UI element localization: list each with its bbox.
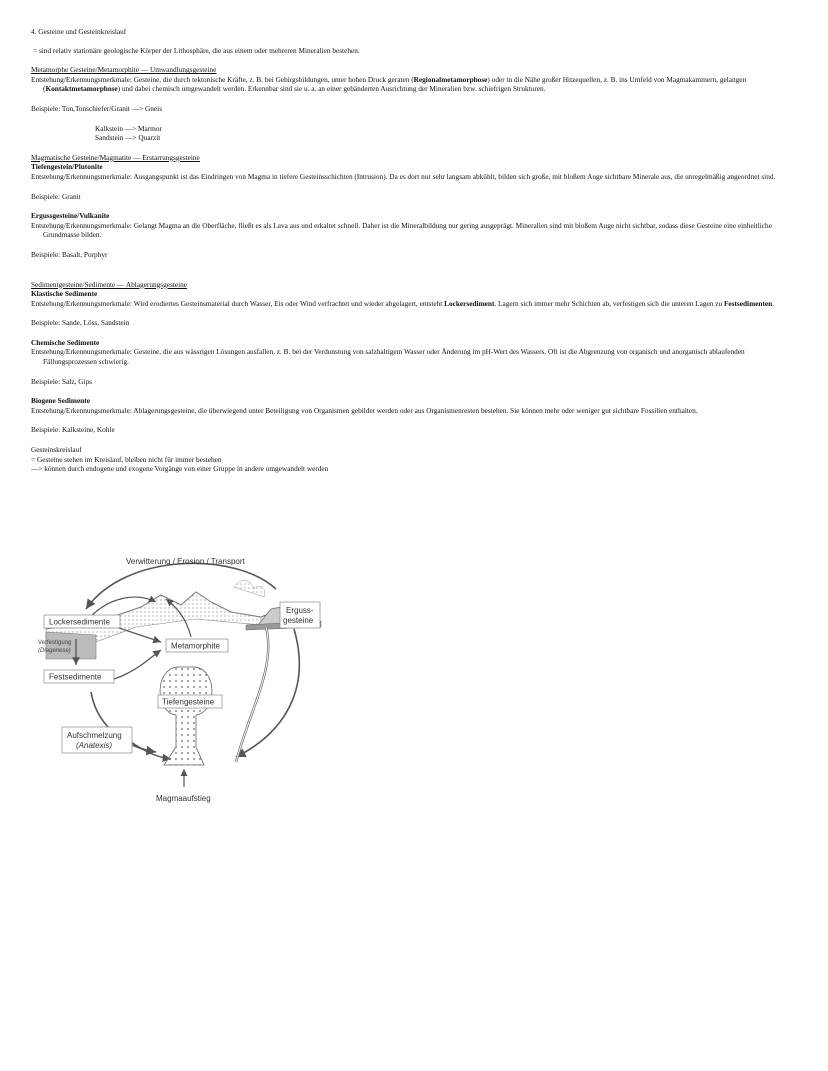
metamorph-description: Entstehung/Erkennungsmerkmale: Gesteine, die durch tektonische Kräfte, z. B. bei Gebirgsbildungen, unter hohen Druck geraten (Regionalmetamorphose) oder in die Nähe großer Hitzequellen, z. B. ins Umfeld von Magmakammern, gelangen (Kontaktmetamorphose) und dabei chemisch umgewandelt werden. Erkennbar sind sie u. a. an einer gebänderten Ausrichtung der Mineralien bzw. schiefrigen Strukturen. bbox=[31, 74, 747, 94]
klastisch-description: Entstehung/Erkennungsmerkmale: Wird erodiertes Gesteinsmaterial durch Wasser, Eis oder Wind verfrachtet und wieder abgelagert, entsteht Lockersediment. Lagern sich immer mehr Schichten ab, verfestigen sich die unteren Lagen zu Festsedimenten. bbox=[31, 298, 775, 308]
klastisch-examples: Beispiele: Sande, Löss, Sandstein bbox=[31, 318, 130, 328]
chemisch-description: Entstehung/Erkennungsmerkmale: Gesteine, die aus wässrigen Lösungen ausfallen, z. B. bei der Verdunstung von salzhaltigem Wasser oder Änderung im pH-Wert des Wassers. Oft ist die Abgrenzung von organisch und anorganisch ablaufenden Fällungsprozessen schwierig. bbox=[31, 347, 745, 367]
section-heading-magmatisch: Magmatische Gesteine/Magmatite — Erstarrungsgesteine bbox=[31, 152, 200, 162]
subheading-biogen: Biogene Sedimente bbox=[31, 396, 90, 406]
label-diagenese: (Diagenese) bbox=[38, 648, 71, 654]
section-heading-kreislauf: Gesteinskreislauf bbox=[31, 445, 82, 455]
kreislauf-line-1: = Gesteine stehen im Kreislauf, bleiben nicht für immer bestehen bbox=[31, 454, 222, 464]
metamorph-examples: Beispiele: Ton,Tonschiefer/Granit —> Gneis bbox=[31, 103, 163, 113]
label-metamorphite: Metamorphite bbox=[171, 641, 220, 651]
label-magmaaufstieg: Magmaaufstieg bbox=[156, 794, 211, 803]
arrow-locker-to-metamorphite bbox=[116, 627, 161, 642]
subheading-klastisch: Klastische Sedimente bbox=[31, 289, 98, 299]
tiefengestein-description: Entstehung/Erkennungsmerkmale: Ausgangspunkt ist das Eindringen von Magma in tiefere Gesteinsschichten (Intrusion). Da es dort nur sehr langsam abkühlt, bilden sich große, mit bloßem Auge sichtbare Minerale aus, die unregelmäßig angeordnet sind. bbox=[31, 171, 776, 181]
label-verfestigung: Verfestigung bbox=[38, 640, 72, 646]
definition: = sind relativ stationäre geologische Körper der Lithosphäre, die aus einem oder mehreren Mineralien bestehen. bbox=[33, 45, 360, 55]
label-verwitterung: Verwitterung / Erosion / Transport bbox=[126, 557, 245, 566]
label-erguss-2: gesteine bbox=[283, 616, 314, 625]
subheading-chemisch: Chemische Sedimente bbox=[31, 337, 100, 347]
subheading-ergussgesteine: Ergussgesteine/Vulkanite bbox=[31, 211, 110, 221]
section-heading-metamorph: Metamorphe Gesteine/Metamorphite — Umwandlungsgesteine bbox=[31, 65, 217, 75]
ash-cloud bbox=[234, 580, 265, 597]
tiefengestein-examples: Beispiele: Granit bbox=[31, 191, 81, 201]
metamorph-examples-list: Kalkstein —> Marmor Sandstein —> Quarzit bbox=[95, 123, 162, 143]
page-title: 4. Gesteine und Gesteinkreislauf bbox=[31, 27, 127, 36]
section-heading-sediment: Sedimentgesteine/Sedimente — Ablagerungsgesteine bbox=[31, 279, 188, 289]
pluton bbox=[160, 667, 212, 765]
magma-conduit bbox=[236, 627, 268, 762]
rock-cycle-diagram bbox=[36, 547, 326, 807]
kreislauf-line-2: —> können durch endogene und exogene Vorgänge von einer Gruppe in andere umgewandelt werden bbox=[31, 464, 329, 474]
label-festsedimente: Festsedimente bbox=[49, 672, 102, 682]
label-anatexis: (Anatexis) bbox=[76, 741, 113, 750]
ergussgesteine-description: Entstehung/Erkennungsmerkmale: Gelangt Magma an die Oberfläche, fließt es als Lava aus und erkaltet schnell. Daher ist die Mineralbildung nur gering ausgeprägt. Mineralien sind mit bloßem Auge nicht sichtbar, sodass diese Gesteine eine einheitliche Grundmasse bilden. bbox=[31, 220, 772, 240]
label-erguss-1: Erguss- bbox=[286, 606, 314, 615]
label-lockersedimente: Lockersedimente bbox=[49, 617, 110, 627]
biogen-examples: Beispiele: Kalksteine, Kohle bbox=[31, 425, 115, 435]
magma-conduit-inner bbox=[236, 627, 268, 762]
document-page bbox=[31, 27, 791, 474]
chemisch-examples: Beispiele: Salz, Gips bbox=[31, 376, 93, 386]
label-aufschmelzung: Aufschmelzung bbox=[67, 731, 122, 740]
biogen-description: Entstehung/Erkennungsmerkmale: Ablagerungsgesteine, die überwiegend unter Beteiligung von Organismen gebildet werden oder aus Organismenresten bestehen. Sie können mehr oder weniger gut sichtbare Fossilien enthalten. bbox=[31, 405, 698, 415]
label-tiefengesteine: Tiefengesteine bbox=[162, 697, 215, 707]
subheading-tiefengestein: Tiefengestein/Plutonite bbox=[31, 162, 103, 172]
arrow-fest-to-metamorphite bbox=[114, 650, 161, 679]
ergussgesteine-examples: Beispiele: Basalt, Porphyr bbox=[31, 249, 108, 259]
